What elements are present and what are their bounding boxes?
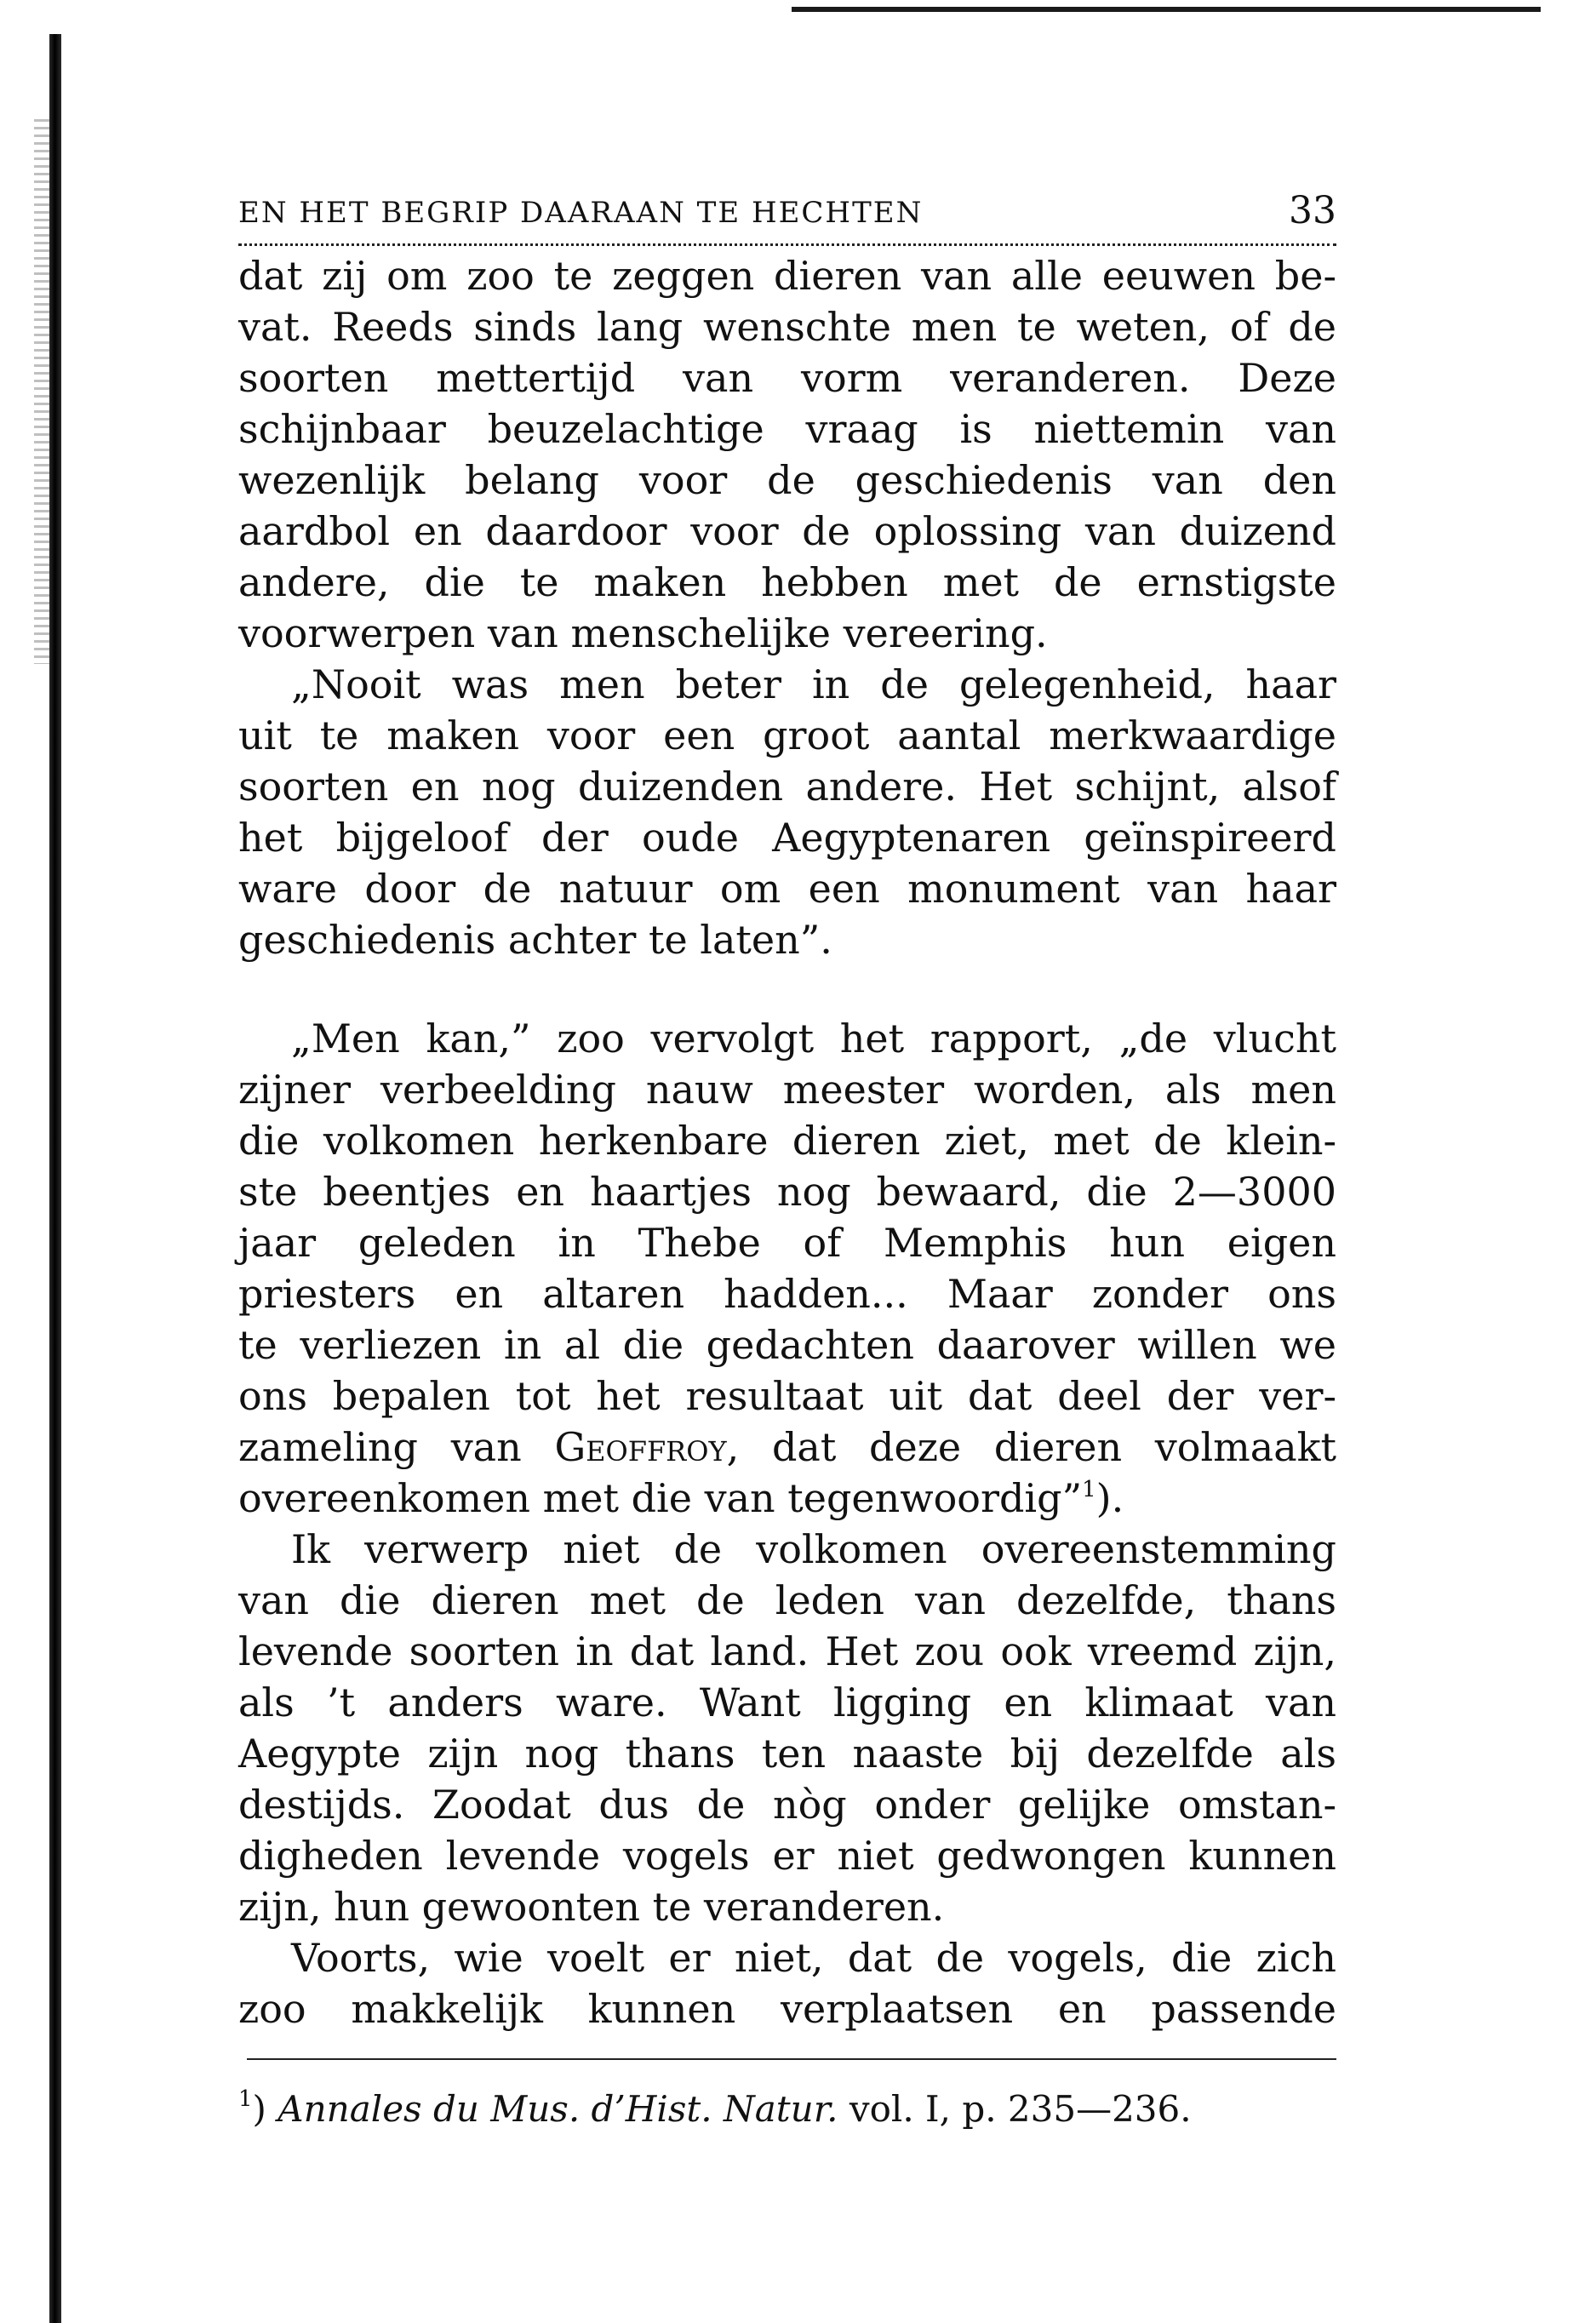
body-text bbox=[238, 250, 1336, 2034]
text-line: voorwerpen van menschelijke vereering. bbox=[238, 610, 1048, 656]
footnote-marker-suffix: ) bbox=[252, 2088, 266, 2130]
text-line: het bijgeloof der oude Aegyptenaren geïnspireerd bbox=[238, 815, 1336, 861]
text-line: soorten mettertijd van vorm veranderen. Deze bbox=[238, 355, 1336, 401]
text-segment: ). bbox=[1095, 1475, 1124, 1521]
text-segment: zameling van bbox=[238, 1424, 555, 1470]
text-segment: , dat deze dieren volmaakt bbox=[726, 1424, 1336, 1470]
text-line: „Nooit was men beter in de gelegenheid, haar bbox=[291, 661, 1336, 707]
text-line: andere, die te maken hebben met de ernstigste bbox=[238, 559, 1336, 605]
text-line: zoo makkelijk kunnen verplaatsen en passende bbox=[238, 1986, 1336, 2032]
paragraph-gap bbox=[238, 965, 1336, 1013]
text-line: jaar geleden in Thebe of Memphis hun eigen bbox=[238, 1220, 1336, 1266]
text-line: aardbol en daardoor voor de oplossing van duizend bbox=[238, 508, 1336, 554]
text-line: geschiedenis achter te laten”. bbox=[238, 917, 832, 963]
text-line: „Men kan,” zoo vervolgt het rapport, „de vlucht bbox=[291, 1016, 1336, 1061]
header-dotted-rule bbox=[238, 243, 1336, 246]
text-line: Voorts, wie voelt er niet, dat de vogels, die zich bbox=[291, 1935, 1336, 1981]
scan-spine-shadow bbox=[49, 34, 61, 2323]
scan-spine-speckle bbox=[34, 119, 49, 664]
text-line: schijnbaar beuzelachtige vraag is niettemin van bbox=[238, 406, 1336, 452]
running-header bbox=[238, 189, 1336, 242]
text-line: te verliezen in al die gedachten daarover willen we bbox=[238, 1322, 1336, 1368]
text-line: ware door de natuur om een monument van haar bbox=[238, 866, 1336, 912]
text-line: als ’t anders ware. Want ligging en klimaat van bbox=[238, 1679, 1336, 1725]
running-header-title: EN HET BEGRIP DAARAAN TE HECHTEN bbox=[238, 196, 924, 230]
text-line: priesters en altaren hadden... Maar zonder ons bbox=[238, 1271, 1336, 1317]
text-line: soorten en nog duizenden andere. Het schijnt, alsof bbox=[238, 764, 1336, 810]
text-line bbox=[238, 1473, 1336, 1524]
footnote-reference-text: vol. I, p. 235—236. bbox=[849, 2088, 1192, 2130]
text-segment: overeenkomen met die van tegenwoordig” bbox=[238, 1475, 1083, 1521]
footnote-reference: 1 bbox=[1082, 1477, 1096, 1502]
footnote-rule bbox=[247, 2058, 1336, 2060]
text-line bbox=[238, 1422, 1336, 1473]
text-line: zijner verbeelding nauw meester worden, als men bbox=[238, 1067, 1336, 1113]
text-line: digheden levende vogels er niet gedwongen kunnen bbox=[238, 1833, 1336, 1879]
page-number: 33 bbox=[1289, 189, 1336, 232]
text-line: levende soorten in dat land. Het zou ook vreemd zijn, bbox=[238, 1628, 1336, 1674]
text-line: ste beentjes en haartjes nog bewaard, die 2—3000 bbox=[238, 1169, 1336, 1215]
text-line: van die dieren met de leden van dezelfde, thans bbox=[238, 1577, 1336, 1623]
author-name-geoffroy: Geoffroy bbox=[554, 1424, 727, 1470]
text-line: wezenlijk belang voor de geschiedenis van den bbox=[238, 457, 1336, 503]
text-line: Ik verwerp niet de volkomen overeenstemming bbox=[291, 1526, 1336, 1572]
text-line: ons bepalen tot het resultaat uit dat deel der ver- bbox=[238, 1373, 1336, 1419]
text-line: vat. Reeds sinds lang wenschte men te weten, of de bbox=[238, 304, 1336, 350]
text-line: zijn, hun gewoonten te veranderen. bbox=[238, 1884, 945, 1930]
text-line: dat zij om zoo te zeggen dieren van alle eeuwen be- bbox=[238, 253, 1336, 299]
scan-top-rule bbox=[792, 7, 1541, 12]
text-line: Aegypte zijn nog thans ten naaste bij dezelfde als bbox=[238, 1731, 1336, 1777]
text-line: uit te maken voor een groot aantal merkwaardige bbox=[238, 712, 1336, 758]
text-line: destijds. Zoodat dus de nòg onder gelijke omstan- bbox=[238, 1782, 1336, 1828]
text-line: die volkomen herkenbare dieren ziet, met de klein- bbox=[238, 1118, 1336, 1164]
footnote bbox=[238, 2084, 1336, 2135]
footnote-marker: 1 bbox=[238, 2086, 253, 2112]
footnote-source-title: Annales du Mus. d’Hist. Natur. bbox=[277, 2088, 838, 2130]
